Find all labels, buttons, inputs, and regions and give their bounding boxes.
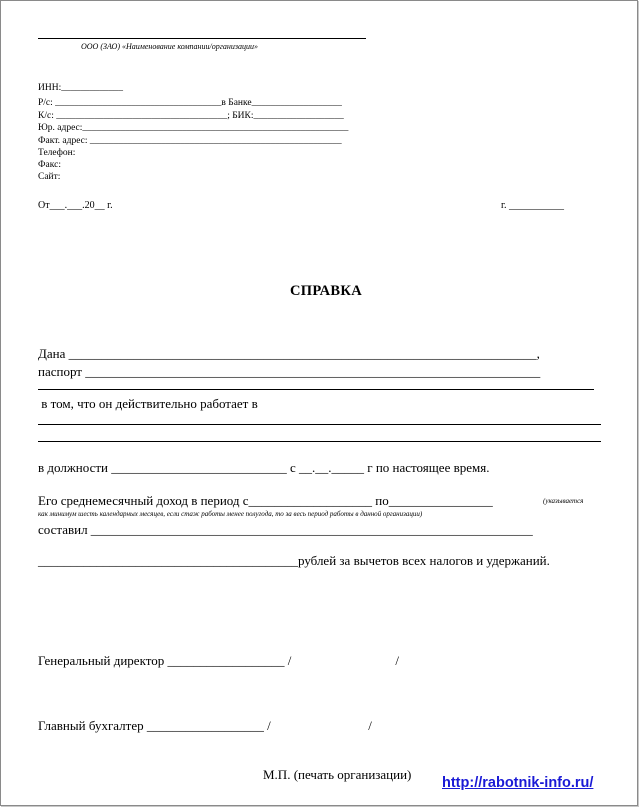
stamp-label: М.П. (печать организации): [263, 767, 412, 782]
document-title: СПРАВКА: [290, 283, 362, 299]
org-name-line: [38, 38, 366, 39]
accountant-signature-line: Главный бухгалтер __________________ / /: [38, 718, 372, 733]
income-period-line: Его среднемесячный доход в период с___________________ по________________: [38, 493, 493, 508]
given-to-line: Дана ________________________________________________________________________,: [38, 346, 540, 361]
passport-line: паспорт ______________________________________________________________________: [38, 364, 541, 379]
legal-address-field: Юр. адрес:________________________________________________________: [38, 123, 349, 133]
ks-field: К/с: ____________________________________; БИК:___________________: [38, 111, 344, 121]
amount-line: составил ____________________________________________________________________: [38, 522, 533, 537]
fax-label: Факс:: [38, 160, 61, 170]
position-line: в должности ___________________________ с __.__._____ г по настоящее время.: [38, 460, 490, 475]
actual-address-field: Факт. адрес: _____________________________________________________: [38, 136, 342, 146]
org-name-caption: ООО (ЗАО) «Наименование компании/организации»: [81, 42, 258, 51]
director-signature-line: Генеральный директор __________________ / /: [38, 653, 399, 668]
works-in-line: в том, что он действительно работает в: [38, 396, 258, 411]
rs-field: Р/с: ___________________________________в Банке___________________: [38, 98, 342, 108]
employer-line-1: [38, 424, 601, 425]
site-label: Сайт:: [38, 172, 61, 182]
source-link[interactable]: http://rabotnik-info.ru/: [442, 775, 594, 791]
employer-line-2: [38, 441, 601, 442]
city-field: г. ___________: [501, 200, 564, 211]
income-note-continuation: как минимум шесть календарных месяцев, если стаж работы менее полугода, то за весь период работы в данной организации): [38, 510, 423, 518]
rubles-line: ________________________________________рублей за вычетов всех налогов и удержаний.: [38, 553, 550, 568]
income-note-start: (указывается: [543, 497, 584, 505]
inn-field: ИНН:_____________: [38, 83, 123, 93]
phone-label: Телефон:: [38, 148, 76, 158]
passport-continuation-line: [38, 389, 594, 390]
date-field: От___.___.20__ г.: [38, 200, 113, 211]
